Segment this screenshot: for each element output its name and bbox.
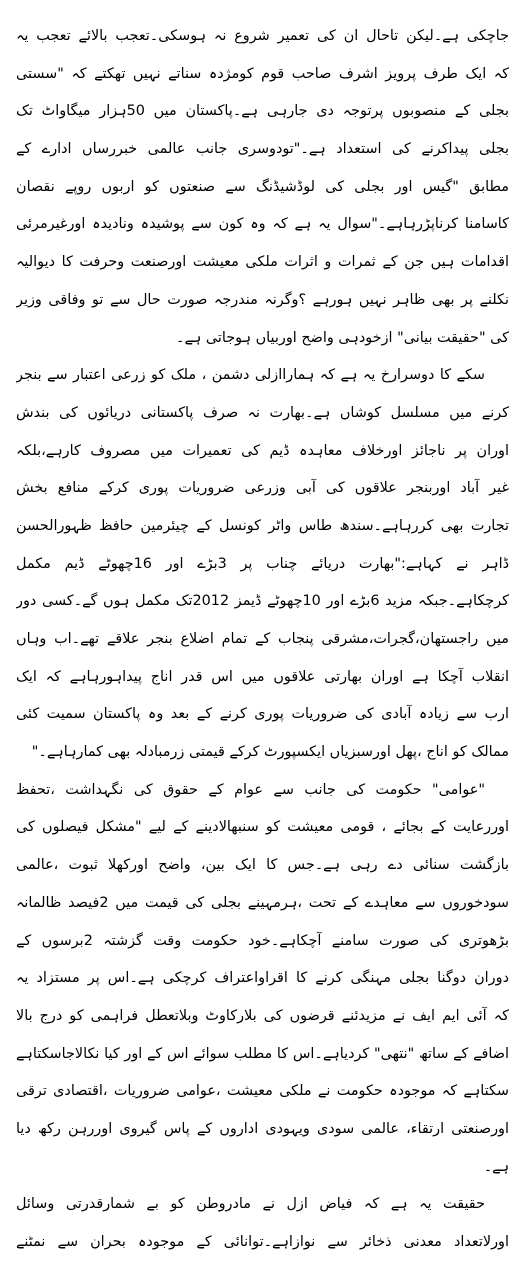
text-line: اورصنعتی ارتقاء، عالمی سودی ویہودی اداروں کے پاس گیروی اوررہن رکھ دیا [16,1120,509,1137]
text-line: دوران دوگنا بجلی مہنگی کرنے کا اقراواعتراف کرچکی ہے۔اس پر مستزاد یہ [16,970,509,987]
text-line: کہ ایک طرف پرویز اشرف صاحب قوم کومژدہ سناتے نہیں تھکتے کہ "سستی [16,65,509,82]
text-line: نکلنے پر بھی ظاہر نہیں ہورہے ؟وگرنہ مندرجہ صورت حال سے تو وفاقی وزیر [16,291,509,308]
text-line: بجلی کے منصوبوں پرتوجہ دی جارہی ہے۔پاکستان میں 50ہزار میگاواٹ تک [16,103,509,120]
text-line: اورلاتعداد معدنی ذخائر سے نوازاہے۔توانائی کے موجودہ بحران سے نمٹنے [16,1234,509,1250]
paragraph-3 [16,772,509,1187]
paragraph-4 [16,1186,509,1261]
text-line: میں راجستھان،گجرات،مشرقی پنجاب کے تمام اضلاع بنجر علاقے تھے۔اب وہاں [16,631,509,647]
text-line: ارب سے زیادہ آبادی کی ضروریات پوری کرنے کے بعد وہ پاکستان سمیت کئی [16,706,509,723]
text-line: انقلاب آچکا ہے اوران بھارتی علاقوں میں اس قدر اناج پیداہورہاہے کہ ایک [16,668,509,685]
text-line: تجارت بھی کررہاہے۔سندھ طاس واٹر کونسل کے چیئرمین حافظ ظہورالحسن [16,517,509,534]
text-line: بجلی پیداکرنے کی استعداد ہے۔"تودوسری جانب عالمی خبررساں ادارے کے [16,141,509,158]
text-line: غیر آباد اوربنجر علاقوں کی آبی وزرعی ضروریات پوری کرکے منافع بخش [16,480,509,497]
text-line: کاسامنا کرناپڑرہاہے۔"سوال یہ ہے کہ وہ کون سے پوشیدہ ونادیدہ اورغیرمرئی [16,216,509,233]
text-line: بازگشت سنائی دے رہی ہے۔جس کا ایک بین، واضح اورکھلا ثبوت ،عالمی [16,857,509,874]
paragraph-2 [16,357,509,772]
text-line: بڑھوتری کی صورت سامنے آچکاہے۔خود حکومت وقت گزشتہ 2برسوں کے [16,932,509,949]
text-line: سکتاہے کہ موجودہ حکومت نے ملکی معیشت ،عوامی ضروریات ،اقتصادی ترقی [16,1083,509,1100]
text-line: کہ آئی ایم ایف نے مزیدئنے قرضوں کی بلارکاوٹ وبلاتعطل فراہمی کو درج بالا [16,1007,509,1024]
text-line: کی "حقیقت بیانی" ازخودہی واضح اوربیاں ہوجاتی ہے۔ [176,329,509,346]
text-line: اوررعایت کے بجائے ، قومی معیشت کو سنبھالادینے کے لیے "مشکل فیصلوں کی [16,819,509,836]
text-line: اوران پر ناجائز اورخلاف معاہدہ ڈیم کی تعمیرات میں مصروف کارہے،بلکہ [16,442,509,459]
text-line: مطابق "گیس اور بجلی کی لوڈشیڈنگ سے صنعتوں کو اربوں روپے نقصان [16,178,509,195]
text-line: سکے کا دوسرارخ یہ ہے کہ ہماراازلی دشمن ، ملک کو زرعی اعتبار سے بنجر [16,367,485,384]
text-line: "عوامی" حکومت کی جانب سے عوام کے حقوق کی نگہداشت ،تحفظ [16,781,485,798]
text-line: ڈاہر نے کہاہے:"بھارت دریائے چناب پر 3بڑے اور 16چھوٹے ڈیم مکمل [16,555,509,572]
text-line: ہے۔ [483,1158,509,1175]
text-line: ممالک کو اناج ،پھل اورسبزیاں ایکسپورٹ کرکے قیمتی زرمبادلہ بھی کمارہاہے۔" [31,744,509,761]
paragraph-1 [16,18,509,357]
text-line: حقیقت یہ ہے کہ فیاض ازل نے مادروطن کو بے شمارقدرتی وسائل [16,1196,485,1213]
text-line: سودخوروں سے معاہدے کے تحت ،ہرمہینے بجلی کی قیمت میں 2فیصد ظالمانہ [16,894,509,911]
text-line: کرنے میں مسلسل کوشاں ہے۔بھارت نہ صرف پاکستانی دریائوں کی بندش [16,404,509,421]
text-line: کرچکاہے۔جبکہ مزید 6بڑے اور 10چھوٹے ڈیمز 2012تک مکمل ہوں گے۔کسی دور [16,593,509,610]
text-line: اضافے کے ساتھ "نتھی" کردیاہے۔اس کا مطلب سوائے اس کے اور کیا نکالاجاسکتاہے [16,1045,509,1062]
text-line: جاچکی ہے۔لیکن تاحال ان کی تعمیر شروع نہ ہوسکی۔تعجب بالائے تعجب یہ [16,28,509,44]
text-line: اقدامات ہیں جن کے ثمرات و اثرات ملکی معیشت اورصنعت وحرفت کا دیوالیہ [16,254,509,271]
